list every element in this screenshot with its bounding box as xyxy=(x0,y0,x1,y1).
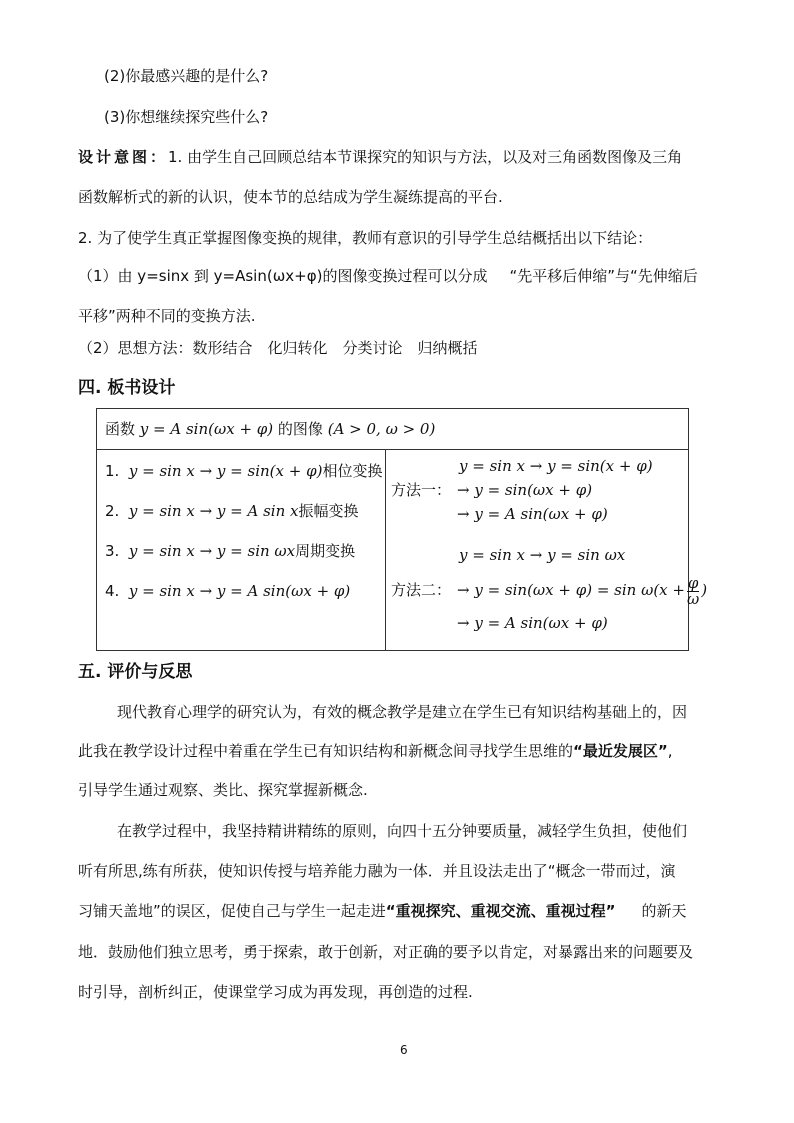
phi-over-omega-fraction: $\frac{\varphi}{\omega}$ xyxy=(686,573,700,608)
reflection-p2-line-3: 习铺天盖地”的误区，促使自己与学生一起走进“重视探究、重视交流、重视过程” 的新天 xyxy=(78,902,687,920)
method-1-step-1: y = sin x → y = sin(x + φ) xyxy=(459,457,653,475)
method-2-label: 方法二： xyxy=(391,581,452,599)
table-header: 函数 y = A sin(ωx + φ) 的图像 (A > 0, ω > 0) xyxy=(105,420,436,438)
transform-row-1: 1. y = sin x → y = sin(x + φ)相位变换 xyxy=(105,462,383,480)
conclusion-1-line-2: 平移”两种不同的变换方法. xyxy=(78,307,256,325)
table-divider-vertical xyxy=(385,449,386,650)
table-divider-horizontal xyxy=(97,449,688,450)
method-2-step-2: → y = sin(ωx + φ) = sin ω(x + $\frac{\varphi}{\omega}$ ) xyxy=(457,573,708,608)
transform-row-3: 3. y = sin x → y = sin ωx周期变换 xyxy=(105,542,356,560)
question-2: (2)你最感兴趣的是什么? xyxy=(104,67,269,85)
method-1-step-3: → y = A sin(ωx + φ) xyxy=(457,505,608,523)
reflection-p1-line-1: 现代教育心理学的研究认为，有效的概念教学是建立在学生已有知识结构基础上的，因 xyxy=(117,703,688,721)
transform-row-4: 4. y = sin x → y = A sin(ωx + φ) xyxy=(105,582,351,600)
reflection-p1-line-2: 此我在教学设计过程中着重在学生已有知识结构和新概念间寻找学生思维的“最近发展区”, xyxy=(78,742,673,760)
design-intent-text-1: 1. 由学生自己回顾总结本节课探究的知识与方法，以及对三角函数图像及三角 xyxy=(168,148,683,166)
design-intent-label: 设计意图： xyxy=(78,148,169,166)
section-4-title: 四. 板书设计 xyxy=(78,378,176,398)
method-1-step-2: → y = sin(ωx + φ) xyxy=(457,481,593,499)
reflection-p1-line-3: 引导学生通过观察、类比、探究掌握新概念. xyxy=(78,781,368,799)
conclusion-1-line-1: （1）由 y=sinx 到 y=Asin(ωx+φ)的图像变换过程可以分成 “先平移后伸缩”与“先伸缩后 xyxy=(78,267,698,285)
question-3: (3)你想继续探究些什么? xyxy=(104,108,269,126)
board-design-table xyxy=(96,408,708,651)
design-intent-line-1 xyxy=(78,147,682,167)
page-number: 6 xyxy=(400,1043,408,1057)
design-intent-line-2: 函数解析式的新的认识，使本节的总结成为学生凝练提高的平台. xyxy=(78,188,503,206)
reflection-p2-line-1: 在教学过程中，我坚持精讲精练的原则，向四十五分钟要质量，减轻学生负担，使他们 xyxy=(117,822,688,840)
transform-row-2: 2. y = sin x → y = A sin x振幅变换 xyxy=(105,502,359,520)
reflection-p2-line-2: 听有所思,练有所获，使知识传授与培养能力融为一体．并且设法走出了“概念一带而过，演 xyxy=(78,862,676,880)
section-5-title: 五. 评价与反思 xyxy=(78,662,193,682)
reflection-p2-line-4: 地．鼓励他们独立思考，勇于探索，敢于创新，对正确的要予以肯定，对暴露出来的问题要及 xyxy=(78,943,694,961)
method-1-label: 方法一： xyxy=(391,481,452,499)
conclusion-2: （2）思想方法：数形结合 化归转化 分类讨论 归纳概括 xyxy=(78,339,478,357)
reflection-p2-line-5: 时引导，剖析纠正，使课堂学习成为再发现，再创造的过程. xyxy=(78,983,473,1001)
design-intent-point-2: 2. 为了使学生真正掌握图像变换的规律，教师有意识的引导学生总结概括出以下结论： xyxy=(78,229,653,247)
method-2-step-1: y = sin x → y = sin ωx xyxy=(459,546,626,564)
method-2-step-3: → y = A sin(ωx + φ) xyxy=(457,614,608,632)
